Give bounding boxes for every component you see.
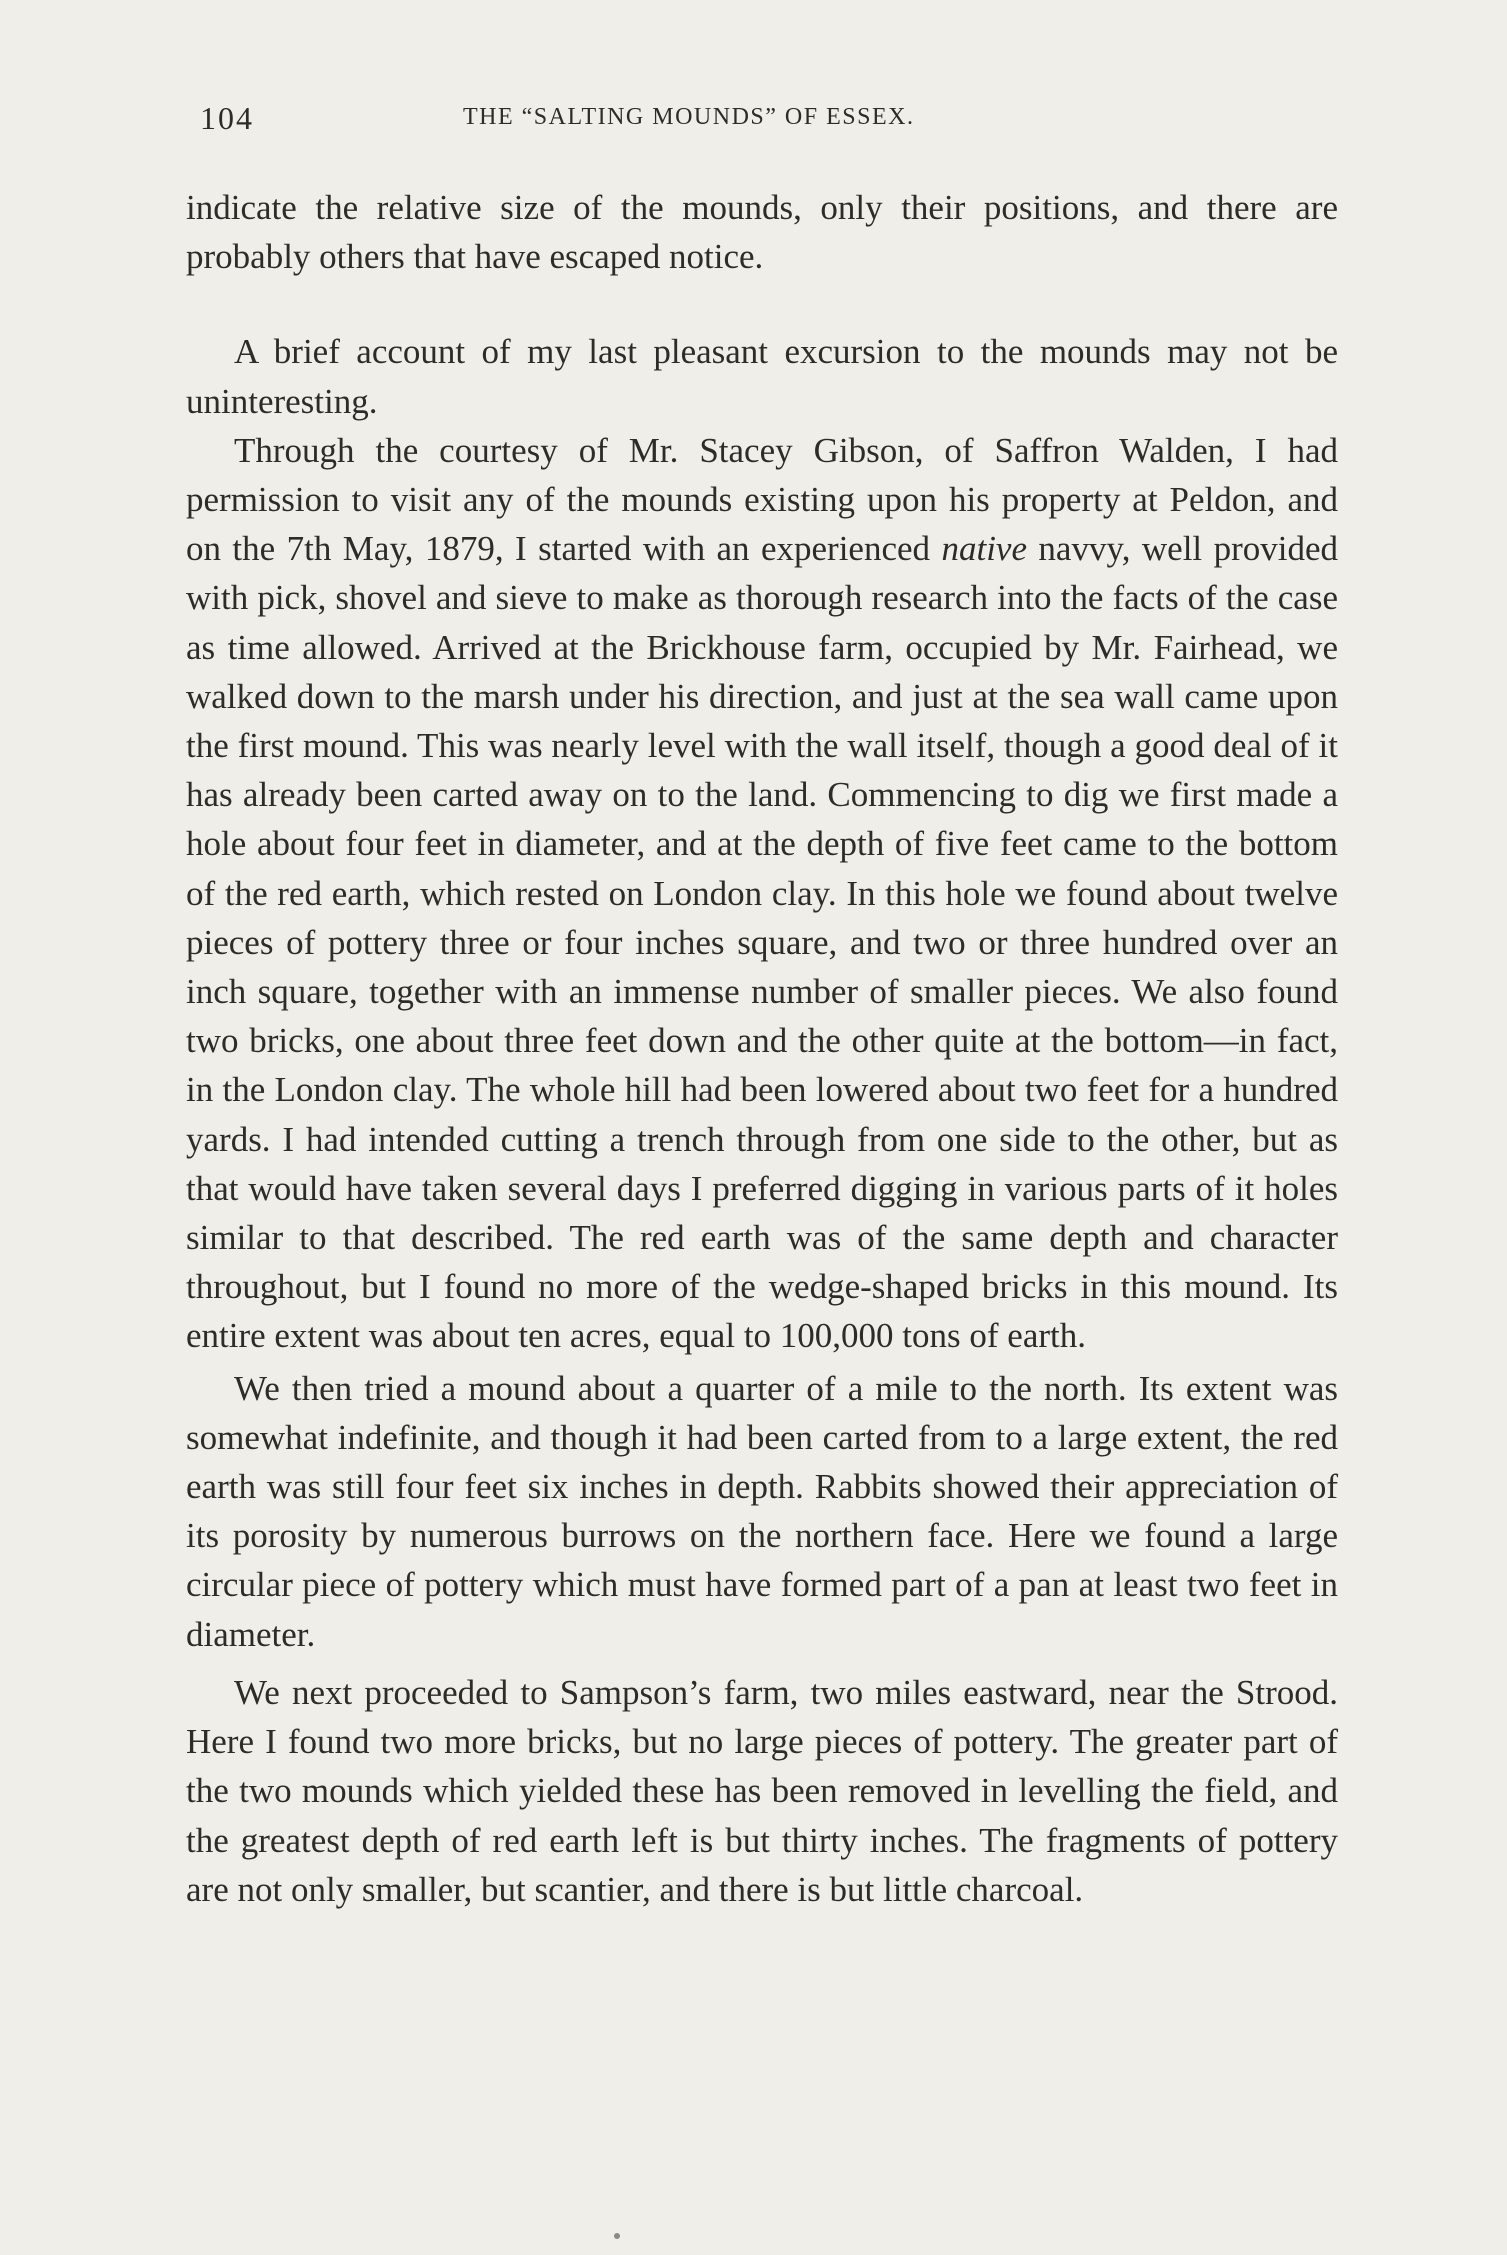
paragraph-first-mound-text-after: navvy, well provided with pick, shovel and sieve to make as thorough research into the facts of the case as time allowed. Arrived at the Brickhouse farm, occupied by Mr. Fairhead, we walked down to the marsh under his direction, and just at the sea wall came upon the first mound. This was nearly level with the wall itself, though a good deal of it has already been carted away on to the land. Commencing to dig we first made a hole about four feet in diameter, and at the depth of five feet came to the bottom of the red earth, which rested on London clay. In this hole we found about twelve pieces of pottery three or four inches square, and two or three hundred over an inch square, together with an immense number of smaller pieces. We also found two bricks, one about three feet down and the other quite at the bottom—in fact, in the London clay. The whole hill had been lowered about two feet for a hundred yards. I had intended cutting a trench through from one side to the other, but as that would have taken several days I preferred digging in various parts of it holes similar to that described. The red earth was of the same depth and character throughout, but I found no more of the wedge-shaped bricks in this mound. Its entire extent was about ten acres, equal to 100,000 tons of earth. (186, 529, 1338, 1356)
paragraph-continued: indicate the relative size of the mounds, only their positions, and there are probably others that have escaped notice. (186, 188, 1338, 277)
page-number: 104 (200, 100, 254, 136)
paragraph-second-mound: We then tried a mound about a quarter of a mile to the north. Its extent was somewhat indefinite, and though it had been carted from to a large extent, the red earth was still four feet six inches in depth. Rabbits showed their appreciation of its porosity by numerous burrows on the northern face. Here we found a large circular piece of pottery which must have formed part of a pan at least two feet in diameter. (186, 1368, 1338, 1654)
body-text (186, 183, 1338, 1914)
italic-native: native (941, 529, 1027, 569)
paragraph-excursion-intro: A brief account of my last pleasant excursion to the mounds may not be uninteresting. (186, 332, 1338, 421)
running-head (0, 100, 1507, 140)
paper-speck (614, 2233, 620, 2239)
paragraph-first-mound-text-before: Through the courtesy of Mr. Stacey Gibson, of Saffron Walden, I had permission to visit any of the mounds existing upon his property at Peldon, and on the 7th May, 1879, I started with an experienced (186, 430, 1338, 569)
paragraph-first-mound (186, 426, 1338, 1361)
paragraph-sampson-farm: We next proceeded to Sampson’s farm, two miles eastward, near the Strood. Here I found two more bricks, but no large pieces of pottery. The greater part of the two mounds which yielded these has been removed in levelling the field, and the greatest depth of red earth left is but thirty inches. The fragments of pottery are not only smaller, but scantier, and there is but little charcoal. (186, 1672, 1338, 1909)
running-title: THE “SALTING MOUNDS” OF ESSEX. (463, 104, 915, 130)
